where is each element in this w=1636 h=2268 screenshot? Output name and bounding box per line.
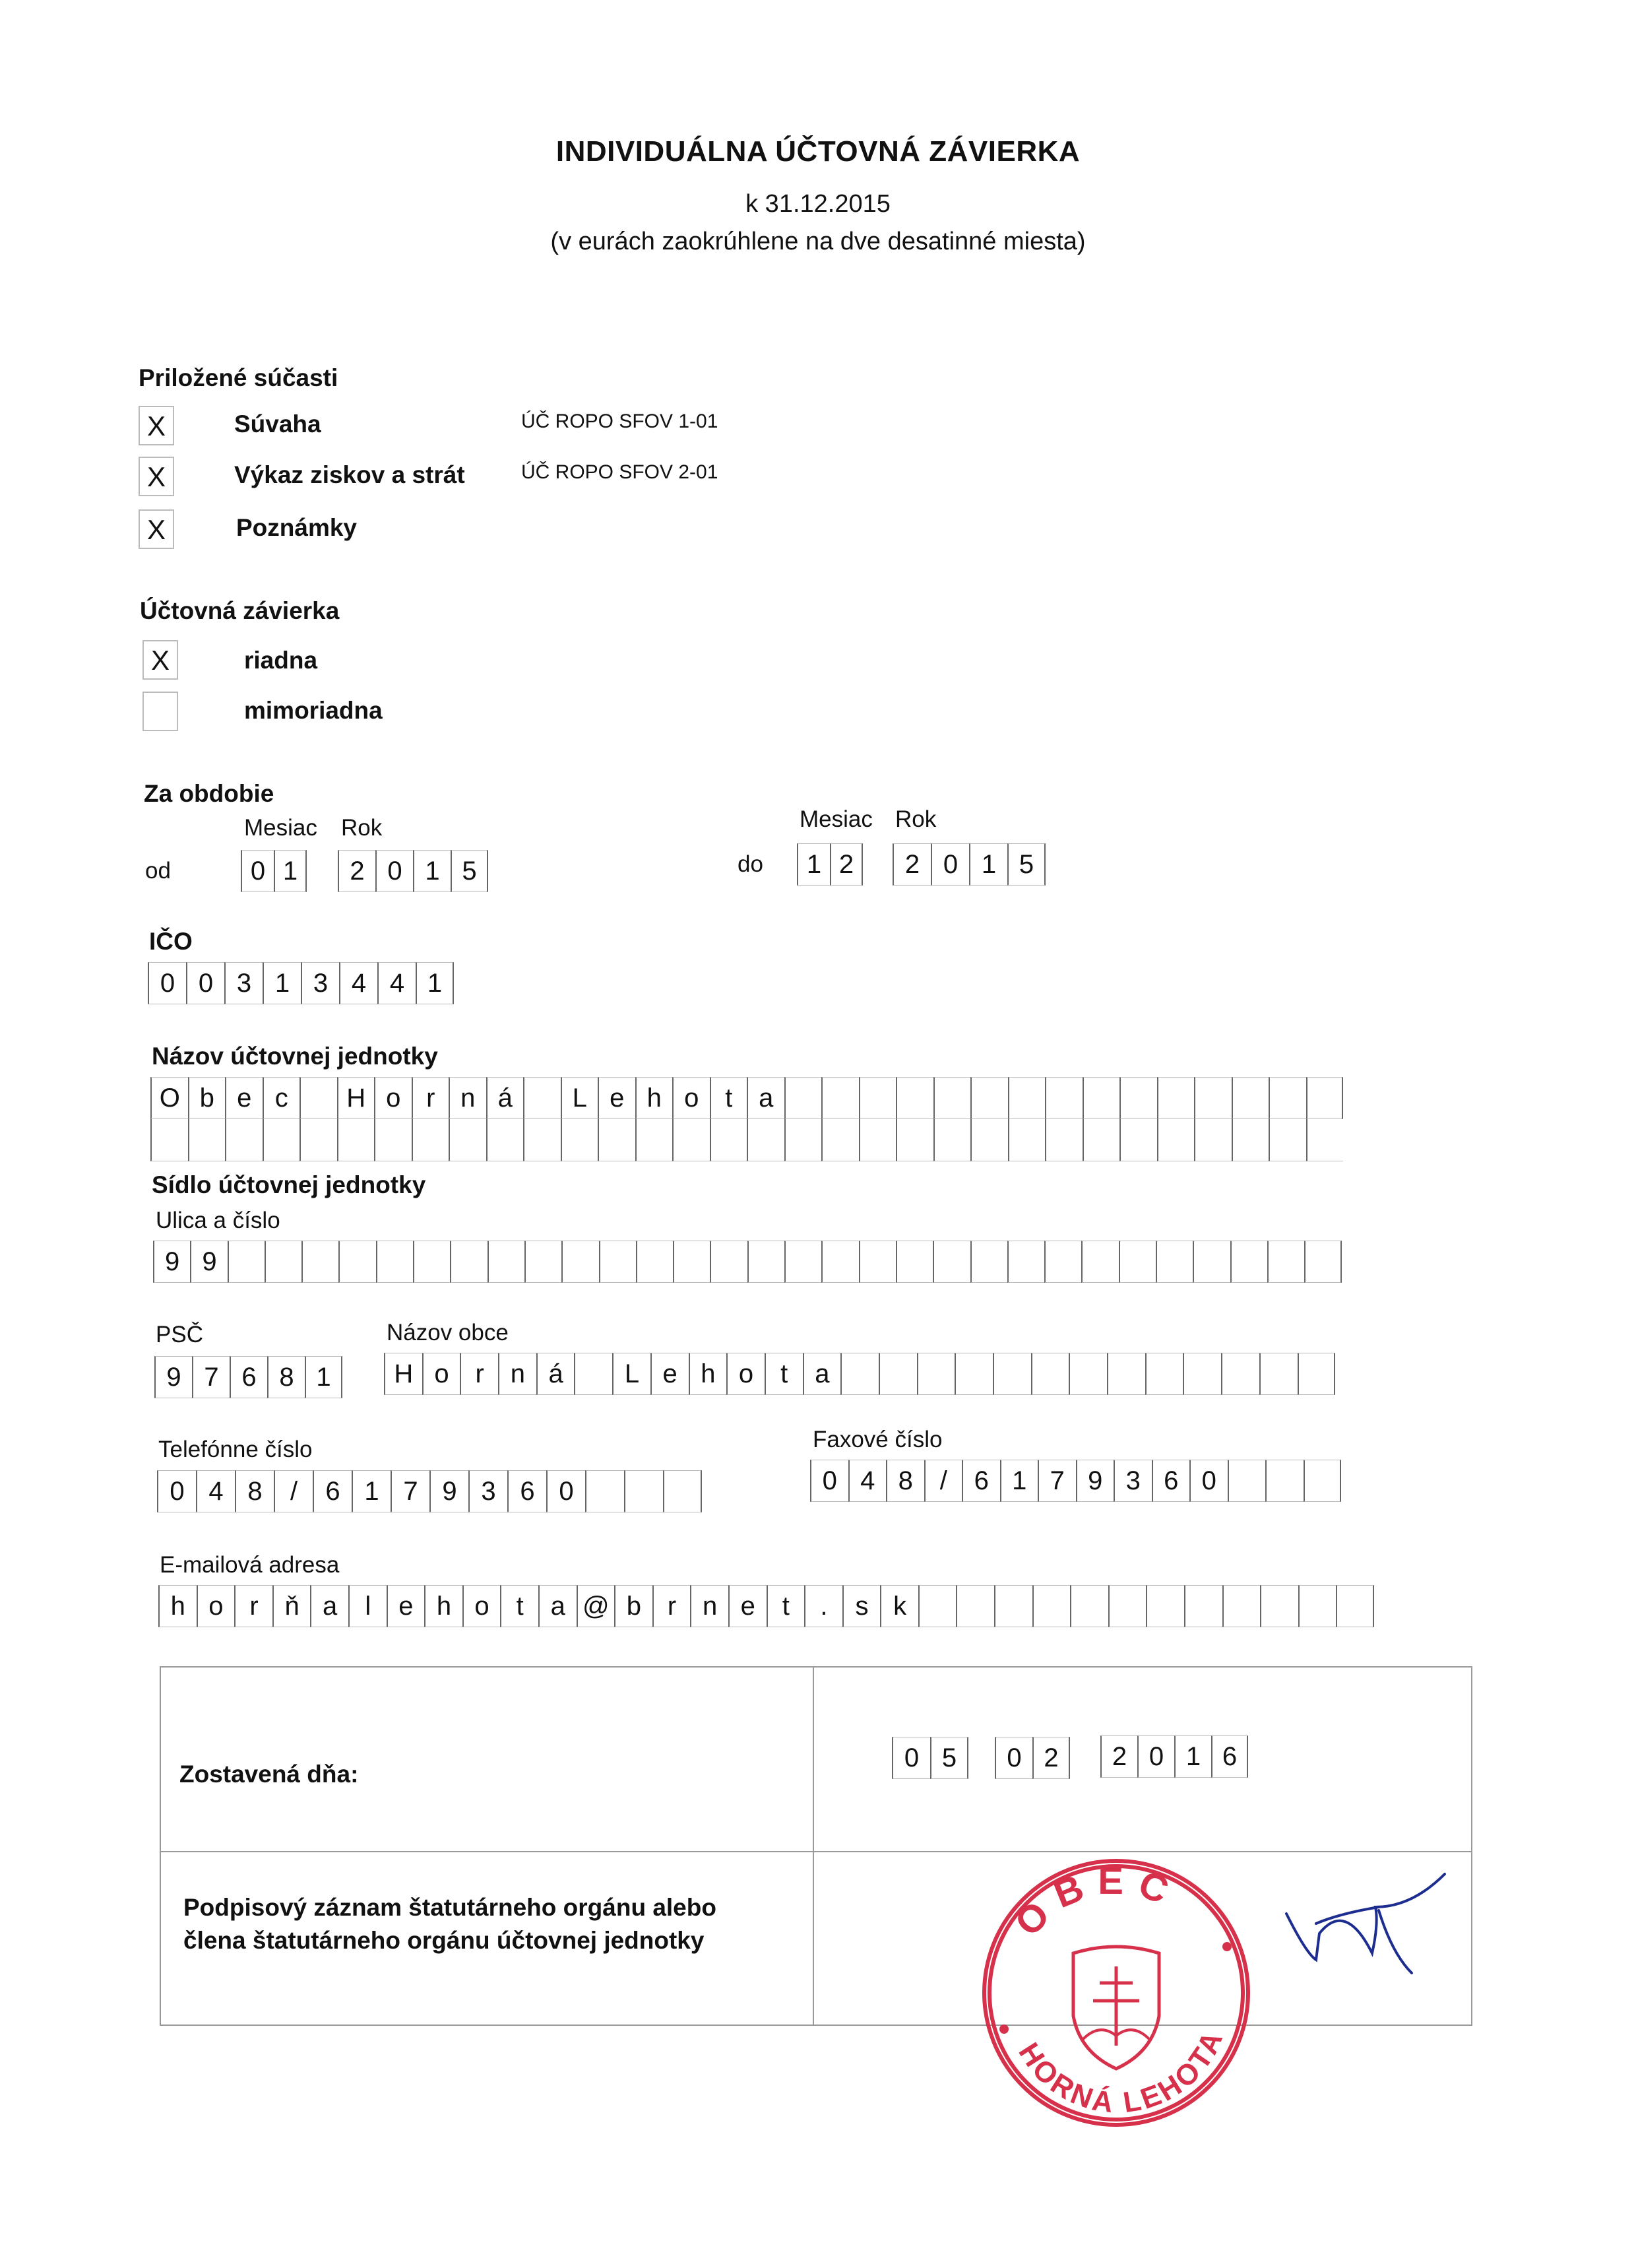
char-cell: n xyxy=(498,1353,536,1395)
signature-panel xyxy=(160,1666,1472,2026)
char-cell xyxy=(1145,1353,1183,1395)
char-cell xyxy=(150,1119,188,1161)
char-cell: o xyxy=(672,1077,710,1119)
char-cell xyxy=(1304,1241,1341,1283)
char-cell xyxy=(412,1119,449,1161)
label-riadna: riadna xyxy=(244,647,318,674)
char-cell: 3 xyxy=(1114,1460,1152,1502)
char-cell xyxy=(523,1119,561,1161)
char-cell: 4 xyxy=(377,962,416,1004)
char-cell: s xyxy=(842,1585,881,1627)
char-cell: á xyxy=(486,1077,524,1119)
char-cell: e xyxy=(225,1077,263,1119)
char-cell: o xyxy=(197,1585,235,1627)
char-cell: 1 xyxy=(1174,1735,1211,1778)
panel-divider-vertical xyxy=(813,1666,814,2026)
char-cell: 0 xyxy=(157,1470,196,1512)
char-cell xyxy=(1008,1077,1046,1119)
char-cell xyxy=(1156,1241,1193,1283)
char-cell: 6 xyxy=(1152,1460,1190,1502)
char-cell xyxy=(994,1585,1032,1627)
char-cell xyxy=(263,1119,300,1161)
char-cell: 1 xyxy=(305,1356,342,1398)
street-label: Ulica a číslo xyxy=(156,1208,280,1233)
char-cell: 5 xyxy=(930,1737,968,1779)
char-cell: r xyxy=(460,1353,498,1395)
char-cell: 8 xyxy=(235,1470,274,1512)
char-cell: h xyxy=(635,1077,673,1119)
char-cell: t xyxy=(767,1585,805,1627)
char-cell xyxy=(1045,1077,1083,1119)
char-cell xyxy=(299,1119,337,1161)
char-cell: @ xyxy=(577,1585,615,1627)
char-cell xyxy=(624,1470,663,1512)
char-cell xyxy=(1119,1241,1156,1283)
from-month-field[interactable] xyxy=(241,850,307,892)
label-suvaha: Súvaha xyxy=(234,410,321,437)
char-cell xyxy=(1007,1241,1044,1283)
char-cell xyxy=(933,1077,971,1119)
char-cell xyxy=(374,1119,412,1161)
char-cell: 2 xyxy=(830,843,863,886)
char-cell xyxy=(917,1353,955,1395)
char-cell: 6 xyxy=(230,1356,267,1398)
char-cell: 1 xyxy=(416,962,454,1004)
char-cell xyxy=(636,1241,673,1283)
char-cell: 0 xyxy=(546,1470,585,1512)
seat-label: Sídlo účtovnej jednotky xyxy=(152,1171,426,1198)
char-cell xyxy=(970,1077,1008,1119)
char-cell xyxy=(1008,1119,1046,1161)
char-cell xyxy=(338,1241,375,1283)
char-cell: 5 xyxy=(451,850,488,892)
currency-note: (v eurách zaokrúhlene na dve desatinné miesta) xyxy=(550,228,1086,255)
char-cell xyxy=(1221,1353,1259,1395)
char-cell: H xyxy=(384,1353,422,1395)
char-cell: 7 xyxy=(1038,1460,1076,1502)
char-cell: 9 xyxy=(153,1241,190,1283)
char-cell xyxy=(918,1585,957,1627)
char-cell xyxy=(585,1470,624,1512)
char-cell: 0 xyxy=(810,1460,848,1502)
entity-name-field-line2[interactable] xyxy=(150,1119,1343,1161)
char-cell xyxy=(1070,1585,1108,1627)
char-cell xyxy=(635,1119,673,1161)
char-cell xyxy=(1336,1585,1374,1627)
char-cell xyxy=(486,1119,524,1161)
char-cell xyxy=(1222,1585,1261,1627)
char-cell xyxy=(1228,1460,1266,1502)
char-cell xyxy=(859,1077,897,1119)
char-cell xyxy=(376,1241,413,1283)
compiled-label: Zostavená dňa: xyxy=(179,1761,359,1788)
char-cell: 6 xyxy=(1211,1735,1248,1778)
stamp-bottom-text: HORNÁ LEHOTA xyxy=(1012,2025,1230,2120)
char-cell: o xyxy=(422,1353,460,1395)
statement-type-heading: Účtovná závierka xyxy=(140,597,340,624)
char-cell xyxy=(1193,1241,1230,1283)
city-field[interactable] xyxy=(384,1353,1335,1395)
code-suvaha: ÚČ ROPO SFOV 1-01 xyxy=(521,410,718,432)
to-year-label: Rok xyxy=(895,806,937,832)
char-cell xyxy=(1232,1119,1269,1161)
label-vykaz: Výkaz ziskov a strát xyxy=(234,461,465,488)
char-cell xyxy=(1194,1119,1232,1161)
email-label: E-mailová adresa xyxy=(160,1552,340,1578)
char-cell xyxy=(1265,1460,1304,1502)
char-cell: 3 xyxy=(301,962,339,1004)
char-cell xyxy=(672,1119,710,1161)
char-cell: 9 xyxy=(1076,1460,1114,1502)
char-cell: / xyxy=(274,1470,313,1512)
char-cell xyxy=(1183,1353,1221,1395)
char-cell xyxy=(784,1077,822,1119)
char-cell xyxy=(413,1241,450,1283)
char-cell xyxy=(784,1241,821,1283)
char-cell xyxy=(710,1119,747,1161)
psc-label: PSČ xyxy=(156,1322,203,1347)
char-cell: / xyxy=(924,1460,962,1502)
char-cell xyxy=(1044,1241,1081,1283)
char-cell xyxy=(1184,1585,1222,1627)
char-cell xyxy=(1083,1077,1120,1119)
char-cell xyxy=(449,1119,486,1161)
char-cell: r xyxy=(412,1077,449,1119)
char-cell xyxy=(1031,1353,1069,1395)
ico-field[interactable] xyxy=(148,962,454,1004)
ico-label: IČO xyxy=(149,928,193,955)
label-poznamky: Poznámky xyxy=(236,514,358,541)
char-cell xyxy=(574,1353,612,1395)
checkbox-vykaz[interactable]: X xyxy=(139,457,174,496)
char-cell xyxy=(710,1241,747,1283)
char-cell xyxy=(337,1119,375,1161)
from-year-label: Rok xyxy=(341,815,383,841)
fax-field[interactable] xyxy=(810,1460,1341,1502)
char-cell: O xyxy=(150,1077,188,1119)
to-year-field[interactable] xyxy=(893,843,1046,886)
char-cell: 9 xyxy=(190,1241,227,1283)
char-cell: 2 xyxy=(338,850,375,892)
char-cell: 8 xyxy=(267,1356,305,1398)
attachments-heading: Priložené súčasti xyxy=(139,364,338,391)
char-cell xyxy=(840,1353,879,1395)
char-cell: b xyxy=(188,1077,226,1119)
char-cell: o xyxy=(462,1585,501,1627)
char-cell: r xyxy=(234,1585,272,1627)
from-label: od xyxy=(145,858,171,884)
handwritten-signature xyxy=(1280,1861,1478,2006)
char-cell xyxy=(1032,1585,1071,1627)
official-stamp xyxy=(971,1848,1261,2138)
char-cell xyxy=(859,1119,897,1161)
char-cell xyxy=(1259,1353,1298,1395)
char-cell xyxy=(956,1585,994,1627)
char-cell xyxy=(599,1241,636,1283)
char-cell xyxy=(1267,1241,1304,1283)
char-cell xyxy=(970,1119,1008,1161)
char-cell xyxy=(598,1119,635,1161)
char-cell xyxy=(1108,1585,1147,1627)
char-cell xyxy=(1232,1077,1269,1119)
char-cell xyxy=(265,1241,301,1283)
char-cell xyxy=(188,1119,226,1161)
char-cell xyxy=(1298,1585,1337,1627)
char-cell xyxy=(993,1353,1031,1395)
char-cell: 6 xyxy=(507,1470,546,1512)
compiled-month-field[interactable] xyxy=(995,1737,1070,1779)
char-cell: 4 xyxy=(848,1460,887,1502)
char-cell: e xyxy=(728,1585,767,1627)
char-cell xyxy=(1081,1241,1118,1283)
checkbox-riadna[interactable]: X xyxy=(142,640,178,680)
char-cell xyxy=(879,1353,917,1395)
document-title: INDIVIDUÁLNA ÚČTOVNÁ ZÁVIERKA xyxy=(555,135,1081,168)
char-cell: 1 xyxy=(274,850,307,892)
char-cell xyxy=(747,1241,784,1283)
char-cell xyxy=(1230,1241,1267,1283)
char-cell: t xyxy=(710,1077,747,1119)
street-field[interactable] xyxy=(153,1241,1342,1283)
char-cell xyxy=(1083,1119,1120,1161)
char-cell xyxy=(1119,1077,1157,1119)
label-mimoriadna: mimoriadna xyxy=(244,697,383,724)
char-cell xyxy=(784,1119,822,1161)
char-cell xyxy=(1157,1119,1195,1161)
char-cell: L xyxy=(561,1077,598,1119)
fax-label: Faxové číslo xyxy=(813,1427,943,1452)
char-cell xyxy=(663,1470,702,1512)
char-cell xyxy=(896,1119,933,1161)
stamp-top-text: OBEC xyxy=(1006,1859,1185,1945)
char-cell: H xyxy=(337,1077,375,1119)
char-cell xyxy=(1069,1353,1107,1395)
char-cell: L xyxy=(612,1353,650,1395)
char-cell: 0 xyxy=(1137,1735,1174,1778)
char-cell: 2 xyxy=(1032,1737,1070,1779)
char-cell xyxy=(1045,1119,1083,1161)
char-cell xyxy=(299,1077,337,1119)
char-cell: a xyxy=(747,1077,784,1119)
char-cell: l xyxy=(348,1585,387,1627)
to-label: do xyxy=(738,851,763,877)
char-cell xyxy=(228,1241,265,1283)
char-cell: e xyxy=(387,1585,425,1627)
char-cell: 7 xyxy=(192,1356,230,1398)
char-cell: h xyxy=(158,1585,197,1627)
char-cell: 6 xyxy=(313,1470,352,1512)
char-cell: 0 xyxy=(892,1737,930,1779)
char-cell: 1 xyxy=(1000,1460,1038,1502)
date-line: k 31.12.2015 xyxy=(745,190,891,218)
char-cell: 1 xyxy=(969,843,1007,886)
char-cell xyxy=(561,1241,598,1283)
char-cell xyxy=(859,1241,896,1283)
from-month-label: Mesiac xyxy=(244,815,317,841)
char-cell xyxy=(1306,1119,1344,1161)
char-cell: o xyxy=(374,1077,412,1119)
char-cell: 1 xyxy=(797,843,830,886)
char-cell xyxy=(1298,1353,1336,1395)
char-cell: 1 xyxy=(352,1470,391,1512)
char-cell: a xyxy=(803,1353,841,1395)
char-cell: n xyxy=(449,1077,486,1119)
checkbox-suvaha[interactable]: X xyxy=(139,406,174,445)
period-heading: Za obdobie xyxy=(144,780,274,807)
char-cell: 1 xyxy=(263,962,301,1004)
char-cell xyxy=(1107,1353,1145,1395)
psc-field[interactable] xyxy=(154,1356,342,1398)
phone-field[interactable] xyxy=(157,1470,702,1512)
to-month-field[interactable] xyxy=(797,843,863,886)
char-cell xyxy=(970,1241,1007,1283)
char-cell: o xyxy=(726,1353,765,1395)
char-cell: b xyxy=(614,1585,652,1627)
char-cell: 3 xyxy=(224,962,263,1004)
char-cell: 4 xyxy=(196,1470,235,1512)
char-cell xyxy=(1304,1460,1342,1502)
char-cell: r xyxy=(652,1585,691,1627)
char-cell xyxy=(896,1077,933,1119)
to-month-label: Mesiac xyxy=(800,806,873,832)
char-cell xyxy=(524,1241,561,1283)
char-cell: t xyxy=(765,1353,803,1395)
char-cell: 0 xyxy=(995,1737,1032,1779)
char-cell: 3 xyxy=(468,1470,507,1512)
char-cell xyxy=(1260,1585,1298,1627)
char-cell: a xyxy=(310,1585,348,1627)
char-cell: 0 xyxy=(375,850,413,892)
char-cell xyxy=(821,1119,859,1161)
char-cell: k xyxy=(880,1585,918,1627)
char-cell: 9 xyxy=(154,1356,192,1398)
char-cell xyxy=(301,1241,338,1283)
char-cell: 0 xyxy=(1189,1460,1228,1502)
entity-name-label: Názov účtovnej jednotky xyxy=(152,1043,438,1070)
char-cell: 2 xyxy=(893,843,931,886)
char-cell: e xyxy=(598,1077,635,1119)
char-cell xyxy=(673,1241,710,1283)
char-cell: 7 xyxy=(391,1470,429,1512)
char-cell: 0 xyxy=(148,962,186,1004)
char-cell xyxy=(225,1119,263,1161)
entity-name-field[interactable] xyxy=(150,1077,1343,1119)
char-cell: á xyxy=(536,1353,575,1395)
city-label: Názov obce xyxy=(387,1320,509,1345)
compiled-day-field[interactable] xyxy=(892,1737,968,1779)
signature-label-line1: Podpisový záznam štatutárneho orgánu alebo xyxy=(183,1894,716,1921)
char-cell xyxy=(1269,1119,1306,1161)
char-cell: 9 xyxy=(429,1470,468,1512)
char-cell xyxy=(821,1241,858,1283)
phone-label: Telefónne číslo xyxy=(158,1437,313,1462)
char-cell: 8 xyxy=(886,1460,924,1502)
char-cell xyxy=(1269,1077,1306,1119)
char-cell xyxy=(1157,1077,1195,1119)
checkbox-poznamky[interactable]: X xyxy=(139,509,174,549)
char-cell: 0 xyxy=(186,962,224,1004)
from-year-field[interactable] xyxy=(338,850,488,892)
char-cell: h xyxy=(424,1585,462,1627)
char-cell xyxy=(1146,1585,1184,1627)
char-cell xyxy=(450,1241,487,1283)
char-cell: n xyxy=(690,1585,728,1627)
char-cell xyxy=(1194,1077,1232,1119)
char-cell: 4 xyxy=(339,962,377,1004)
char-cell: 1 xyxy=(413,850,451,892)
char-cell: ň xyxy=(272,1585,311,1627)
char-cell: e xyxy=(650,1353,689,1395)
checkbox-mimoriadna[interactable] xyxy=(142,692,178,731)
char-cell: 0 xyxy=(931,843,969,886)
char-cell xyxy=(488,1241,524,1283)
compiled-year-field[interactable] xyxy=(1100,1735,1248,1778)
char-cell xyxy=(933,1241,970,1283)
char-cell xyxy=(821,1077,859,1119)
char-cell xyxy=(561,1119,598,1161)
signature-label-line2: člena štatutárneho orgánu účtovnej jednotky xyxy=(183,1927,705,1954)
char-cell: h xyxy=(689,1353,727,1395)
char-cell: 6 xyxy=(962,1460,1000,1502)
char-cell: t xyxy=(500,1585,538,1627)
char-cell: 0 xyxy=(241,850,274,892)
char-cell: a xyxy=(538,1585,577,1627)
char-cell xyxy=(747,1119,784,1161)
char-cell: 5 xyxy=(1007,843,1046,886)
char-cell xyxy=(523,1077,561,1119)
char-cell xyxy=(896,1241,933,1283)
char-cell xyxy=(955,1353,993,1395)
char-cell: . xyxy=(804,1585,842,1627)
code-vykaz: ÚČ ROPO SFOV 2-01 xyxy=(521,461,718,483)
char-cell xyxy=(933,1119,971,1161)
panel-divider-horizontal xyxy=(160,1851,1472,1852)
char-cell: c xyxy=(263,1077,300,1119)
email-field[interactable] xyxy=(158,1585,1374,1627)
char-cell xyxy=(1306,1077,1344,1119)
char-cell xyxy=(1119,1119,1157,1161)
char-cell: 2 xyxy=(1100,1735,1137,1778)
